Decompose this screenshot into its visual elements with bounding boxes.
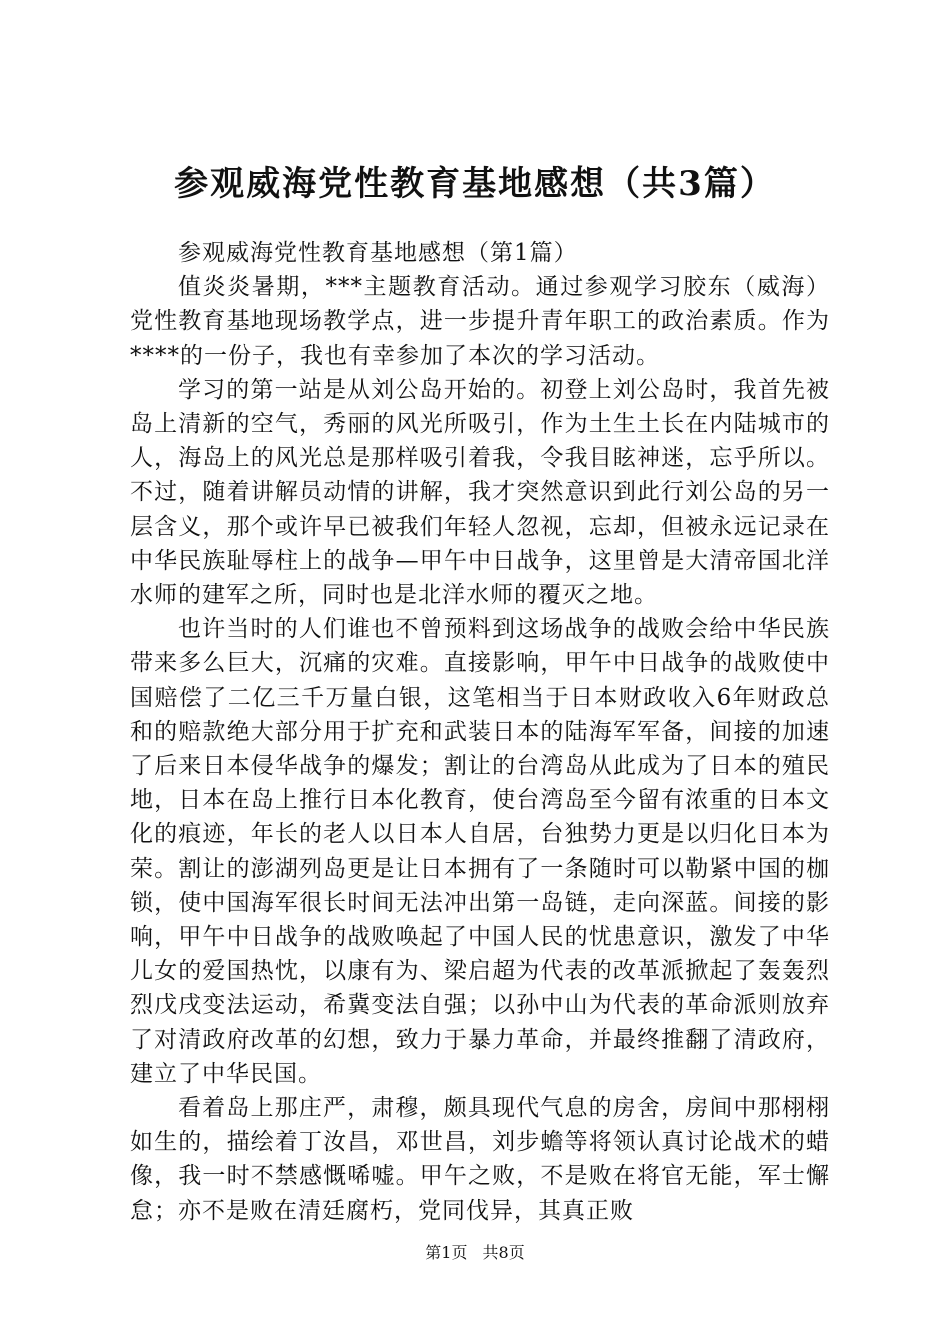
document-title: 参观威海党性教育基地感想（共3篇） <box>174 164 776 204</box>
document-body <box>130 236 830 1228</box>
paragraph-3: 也许当时的人们谁也不曾预料到这场战争的战败会给中华民族带来多么巨大，沉痛的灾难。直接影响，甲午中日战争的战败使中国赔偿了二亿三千万量白银，这笔相当于日本财政收入6年财政总和的赔款绝大部分用于扩充和武装日本的陆海军军备，间接的加速了后来日本侵华战争的爆发；割让的台湾岛从此成为了日本的殖民地，日本在岛上推行日本化教育，使台湾岛至今留有浓重的日本文化的痕迹，年长的老人以日本人自居，台独势力更是以归化日本为荣。割让的澎湖列岛更是让日本拥有了一条随时可以勒紧中国的枷锁，使中国海军很长时间无法冲出第一岛链，走向深蓝。间接的影响，甲午中日战争的战败唤起了中国人民的忧患意识，激发了中华儿女的爱国热忱，以康有为、梁启超为代表的改革派掀起了轰轰烈烈戊戌变法运动，希冀变法自强；以孙中山为代表的革命派则放弃了对清政府改革的幻想，致力于暴力革命，并最终推翻了清政府，建立了中华民国。 <box>130 616 830 1087</box>
paragraph-1: 值炎炎暑期，***主题教育活动。通过参观学习胶东（威海）党性教育基地现场教学点，进一步提升青年职工的政治素质。作为****的一份子，我也有幸参加了本次的学习活动。 <box>130 274 830 369</box>
paragraph-4: 看着岛上那庄严，肃穆，颇具现代气息的房舍，房间中那栩栩如生的，描绘着丁汝昌，邓世昌，刘步蟾等将领认真讨论战术的蜡像，我一时不禁感慨唏嘘。甲午之败，不是败在将官无能，军士懈怠；亦不是败在清廷腐朽，党同伐异，其真正败 <box>130 1095 830 1224</box>
paragraph-2: 学习的第一站是从刘公岛开始的。初登上刘公岛时，我首先被岛上清新的空气，秀丽的风光所吸引，作为土生土长在内陆城市的人，海岛上的风光总是那样吸引着我，令我目眩神迷，忘乎所以。不过，随着讲解员动情的讲解，我才突然意识到此行刘公岛的另一层含义，那个或许早已被我们年轻人忽视，忘却，但被永远记录在中华民族耻辱柱上的战争—甲午中日战争，这里曾是大清帝国北洋水师的建军之所，同时也是北洋水师的覆灭之地。 <box>130 376 830 609</box>
page-number-current: 第1页 <box>425 1243 468 1262</box>
page-footer <box>0 1242 950 1264</box>
page-number-total: 共8页 <box>482 1243 525 1262</box>
section-subtitle: 参观威海党性教育基地感想（第1篇） <box>178 240 578 266</box>
